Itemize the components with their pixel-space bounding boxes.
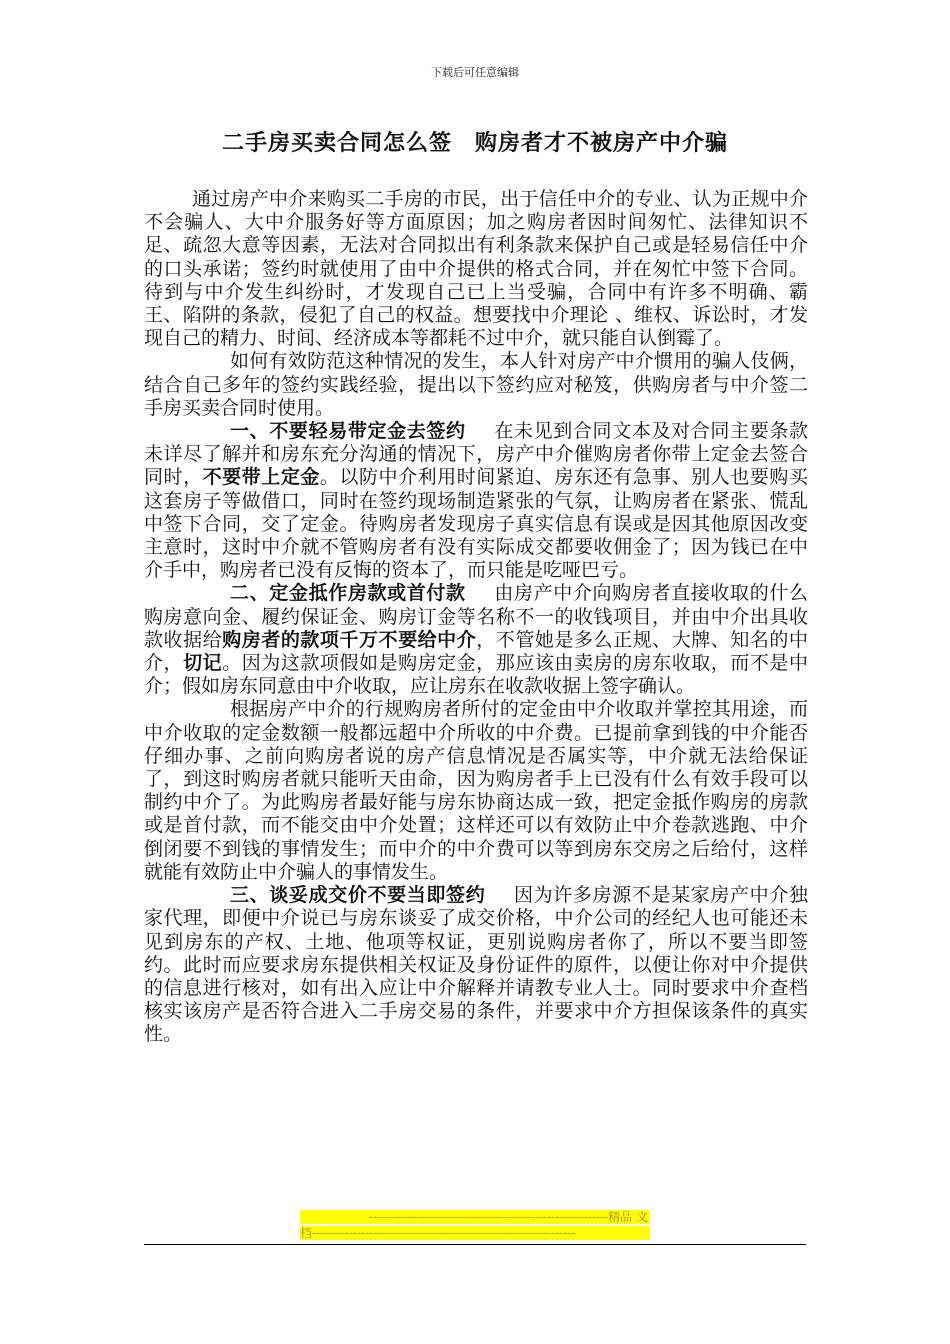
- section-2-paragraph: 根据房产中介的行规购房者所付的定金由中介收取并掌控其用途，而中介收取的定金数额一般都远超中介所收的中介费。已提前拿到钱的中介能否仔细办事、之前向购房者说的房产信息情况是否属实等，中介就无法给保证了，到这时购房者就只能听天由命，因为购房者手上已没有什么有效手段可以制约中介了。为此购房者最好能与房东协商达成一致，把定金抵作购房的房款或是首付款，而不能交由中介处置；这样还可以有效防止中介卷款逃跑、中介倒闭要不到钱的事情发生；而中介的中介费可以等到房东交房之后给付，这样就能有效防止中介骗人的事情发生。: [144, 698, 808, 883]
- footer-watermark-line-2: 档-----------------------------------------------------------------: [300, 1226, 650, 1240]
- intro-paragraph: 通过房产中介来购买二手房的市民，出于信任中介的专业、认为正规中介不会骗人、大中介服务好等方面原因；加之购房者因时间匆忙、法律知识不足、疏忽大意等因素，无法对合同拟出有利条款来保护自己或是轻易信任中介的口头承诺；签约时就使用了由中介提供的格式合同，并在匆忙中签下合同。待到与中介发生纠纷时，才发现自己已上当受骗，合同中有许多不明确、霸王、陷阱的条款，侵犯了自己的权益。想要找中介理论 、维权、诉讼时，才发现自己的精力、时间、经济成本等都耗不过中介，就只能自认倒霉了。: [144, 188, 808, 350]
- section-2-bold-a: 购房者的款项千万不要给中介: [222, 628, 477, 651]
- footer-watermark-line-1: -----------------------------------------------------------精品 文: [300, 1210, 650, 1224]
- document-body: [144, 188, 808, 1047]
- section-3-heading: 三、谈妥成交价不要当即签约: [230, 884, 486, 907]
- purpose-paragraph: 如何有效防范这种情况的发生，本人针对房产中介惯用的骗人伎俩，结合自己多年的签约实践经验，提出以下签约应对秘笈，供购房者与中介签二手房买卖合同时使用。: [144, 350, 808, 419]
- section-3-text-a: 因为许多房源不是某家房产中介独家代理，即便中介说已与房东谈妥了成交价格，中介公司的经纪人也可能还未见到房东的产权、土地、他项等权证，更别说购房者你了，所以不要当即签约。此时而应要求房东提供相关权证及身份证件的原件，以便让你对中介提供的信息进行核对，如有出入应让中介解释并请教专业人士。同时要求中介查档核实该房产是否符合进入二手房交易的条件，并要求中介方担保该条件的真实性。: [144, 884, 808, 1046]
- section-1: [144, 420, 808, 582]
- section-1-text-b: 。以防中介利用时间紧迫、房东还有急事、别人也要购买这套房子等做借口，同时在签约现场制造紧张的气氛，让购房者在紧张、慌乱中签下合同，交了定金。待购房者发现房子真实信息有误或是因其他原因改变主意时，这时中介就不管购房者有没有实际成交都要收佣金了；因为钱已在中介手中，购房者已没有反悔的资本了，而只能是吃哑巴亏。: [144, 466, 808, 582]
- page-header: 下载后可任意编辑: [431, 66, 519, 79]
- section-1-bold-a: 不要带上定金: [202, 466, 320, 489]
- footer-divider: [144, 1244, 806, 1245]
- section-3: [144, 884, 808, 1046]
- section-1-heading: 一、不要轻易带定金去签约: [230, 420, 466, 443]
- section-2-text-b: ，不管她是多么正规、大牌、知名的中介，: [144, 628, 808, 675]
- section-2-heading: 二、定金抵作房款或首付款: [230, 582, 466, 605]
- section-2-text-a: 由房产中介向购房者直接收取的什么购房意向金、履约保证金、购房订金等名称不一的收钱项目，并由中介出具收款收据给: [144, 582, 808, 651]
- section-2-text-c: 。因为这款项假如是购房定金，那应该由卖房的房东收取，而不是中介；假如房东同意由中介收取，应让房东在收款收据上签字确认。: [144, 652, 808, 698]
- section-2: [144, 582, 808, 698]
- document-title: 二手房买卖合同怎么签 购房者才不被房产中介骗: [221, 130, 728, 156]
- section-1-text-a: 在未见到合同文本及对合同主要条款未详尽了解并和房东充分沟通的情况下，房产中介催购房者你带上定金去签合同时，: [144, 420, 808, 489]
- section-2-bold-b: 切记: [183, 652, 223, 675]
